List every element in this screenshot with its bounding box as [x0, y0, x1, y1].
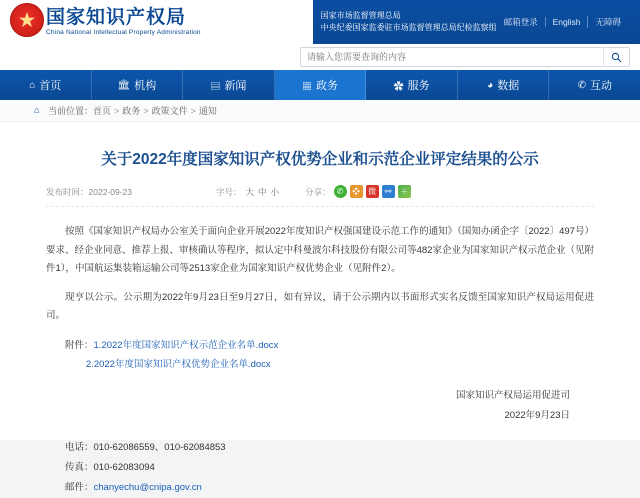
nav-label-organization: 机构 — [134, 80, 157, 92]
header-right — [313, 0, 640, 44]
contact-fax-row — [65, 458, 594, 478]
article-paragraph-2: 现亨以公示。公示期为2022年9月23日至9月27日，如有异议，请于公示期内以书面形式实名反馈至国家知识产权局运用促进司。 — [46, 291, 594, 322]
nav-item-interaction[interactable] — [549, 70, 640, 100]
contact-phone-label: 电话： — [65, 441, 94, 453]
article-paragraph-1: 按照《国家知识产权局办公室关于面向企业开展2022年度知识产权强国建设示范工作的通知》（国知办函企字〔2022〕497号）要求、经企业同意、推荐上报、审核确认等程序，拟认定中科曼波尔科技股份有限公司等482家企业为国家知识产权示范企业（见附件1），中国航运集装箱运输公司等2513家企业为国家知识产权优势企业（见附件2）。 — [46, 226, 594, 275]
more-share-icon[interactable]: ＋ — [398, 185, 411, 198]
fontsize-label: 字号： — [216, 186, 242, 197]
contact-fax-label: 传真： — [65, 461, 94, 473]
contact-email-value[interactable]: chanyechu@cnipa.gov.cn — [93, 481, 202, 493]
attachment-link-1[interactable]: 1.2022年度国家知识产权示范企业名单.docx — [93, 339, 279, 351]
chat-icon: ✆ — [577, 79, 586, 91]
fontsize-large[interactable]: 大 — [245, 186, 255, 197]
breadcrumb-prefix: 当前位置： — [48, 106, 94, 116]
contact-email-row — [65, 478, 594, 498]
fontsize-medium[interactable]: 中 — [258, 186, 267, 197]
national-emblem-icon: ★ — [10, 3, 44, 37]
share-label: 分享： — [305, 186, 331, 197]
article — [0, 122, 640, 498]
site-brand-en: China National Intellectual Property Administration — [46, 29, 201, 37]
signature-org: 国家知识产权局运用促进司 — [455, 389, 570, 401]
search-icon[interactable] — [603, 47, 629, 67]
nav-label-government: 政务 — [316, 80, 339, 92]
contact-email-label: 邮件： — [65, 481, 94, 493]
copy-link-icon[interactable]: ⚯ — [382, 185, 395, 198]
document-icon: ▦ — [302, 81, 313, 93]
contact-phone-value: 010-62086559、010-62084853 — [93, 441, 226, 453]
signature-block — [46, 386, 594, 426]
nav-label-news: 新闻 — [224, 80, 247, 92]
attachment-label: 附件： — [65, 339, 94, 351]
breadcrumb-item-0[interactable]: 首页 — [93, 106, 112, 116]
nav-label-data: 数据 — [497, 80, 520, 92]
font-size-control — [216, 186, 279, 198]
gov-org-lines — [313, 10, 497, 34]
fontsize-small[interactable]: 小 — [270, 186, 280, 197]
nav-item-data[interactable] — [458, 70, 550, 100]
publish-date: 2022-09-23 — [88, 186, 132, 197]
nav-item-service[interactable] — [366, 70, 458, 100]
search-box[interactable] — [300, 47, 630, 67]
share-control — [305, 185, 411, 198]
link-mail-login[interactable]: 邮箱登录 — [503, 17, 538, 27]
home-icon: ⌂ — [29, 79, 36, 91]
nav-label-home: 首页 — [39, 80, 62, 92]
gov-line-2: 中央纪委国家监委驻市场监督管理总局纪检监察组 — [320, 23, 497, 32]
breadcrumb-separator: > — [190, 105, 196, 116]
attachment-link-2[interactable]: 2.2022年度国家知识产权优势企业名单.docx — [85, 358, 271, 370]
search-input[interactable] — [301, 48, 603, 66]
breadcrumb-item-3[interactable]: 通知 — [198, 106, 217, 116]
weibo-icon[interactable]: 微 — [366, 185, 379, 198]
search-row — [0, 44, 640, 70]
article-body — [46, 223, 594, 326]
breadcrumb-item-1[interactable]: 政务 — [122, 106, 141, 116]
gov-line-1: 国家市场监督管理总局 — [320, 11, 401, 20]
attachment-row-1 — [46, 336, 594, 355]
data-icon: ◕ — [487, 79, 494, 91]
nav-label-service: 服务 — [407, 80, 430, 92]
nav-item-government[interactable] — [275, 70, 367, 100]
building-icon: 🏛 — [117, 79, 131, 91]
signature-date: 2022年9月23日 — [504, 409, 570, 421]
article-meta — [46, 185, 594, 207]
breadcrumb — [0, 100, 640, 122]
breadcrumb-separator: > — [143, 105, 149, 116]
publish-label: 发布时间： — [46, 186, 89, 197]
qq-icon[interactable]: ❖ — [350, 185, 363, 198]
nav-label-interaction: 互动 — [589, 80, 612, 92]
link-accessibility[interactable]: 无障碍 — [587, 16, 628, 28]
publish-date-group — [46, 186, 216, 198]
header-links — [497, 16, 628, 28]
nav-item-news[interactable] — [183, 70, 275, 100]
wechat-icon[interactable]: ✆ — [334, 185, 347, 198]
contact-fax-value: 010-62083094 — [93, 461, 155, 473]
breadcrumb-separator: > — [114, 105, 120, 116]
link-english[interactable]: English — [545, 17, 588, 27]
contact-block — [46, 438, 594, 498]
site-logo-area[interactable] — [0, 0, 313, 44]
page-title: 关于2022年度国家知识产权优势企业和示范企业评定结果的公示 — [101, 151, 539, 168]
breadcrumb-item-2[interactable]: 政策文件 — [151, 106, 188, 116]
nav-item-home[interactable] — [0, 70, 92, 100]
home-icon: ⌂ — [34, 105, 40, 115]
nav-item-organization[interactable] — [92, 70, 184, 100]
service-icon: ✿ — [393, 81, 404, 93]
news-icon: ▤ — [210, 81, 221, 93]
main-nav — [0, 70, 640, 100]
site-brand-cn: 国家知识产权局 — [46, 6, 187, 28]
contact-phone-row — [65, 438, 594, 458]
site-header — [0, 0, 640, 44]
attachment-list — [46, 336, 594, 374]
attachment-row-2 — [46, 355, 594, 374]
